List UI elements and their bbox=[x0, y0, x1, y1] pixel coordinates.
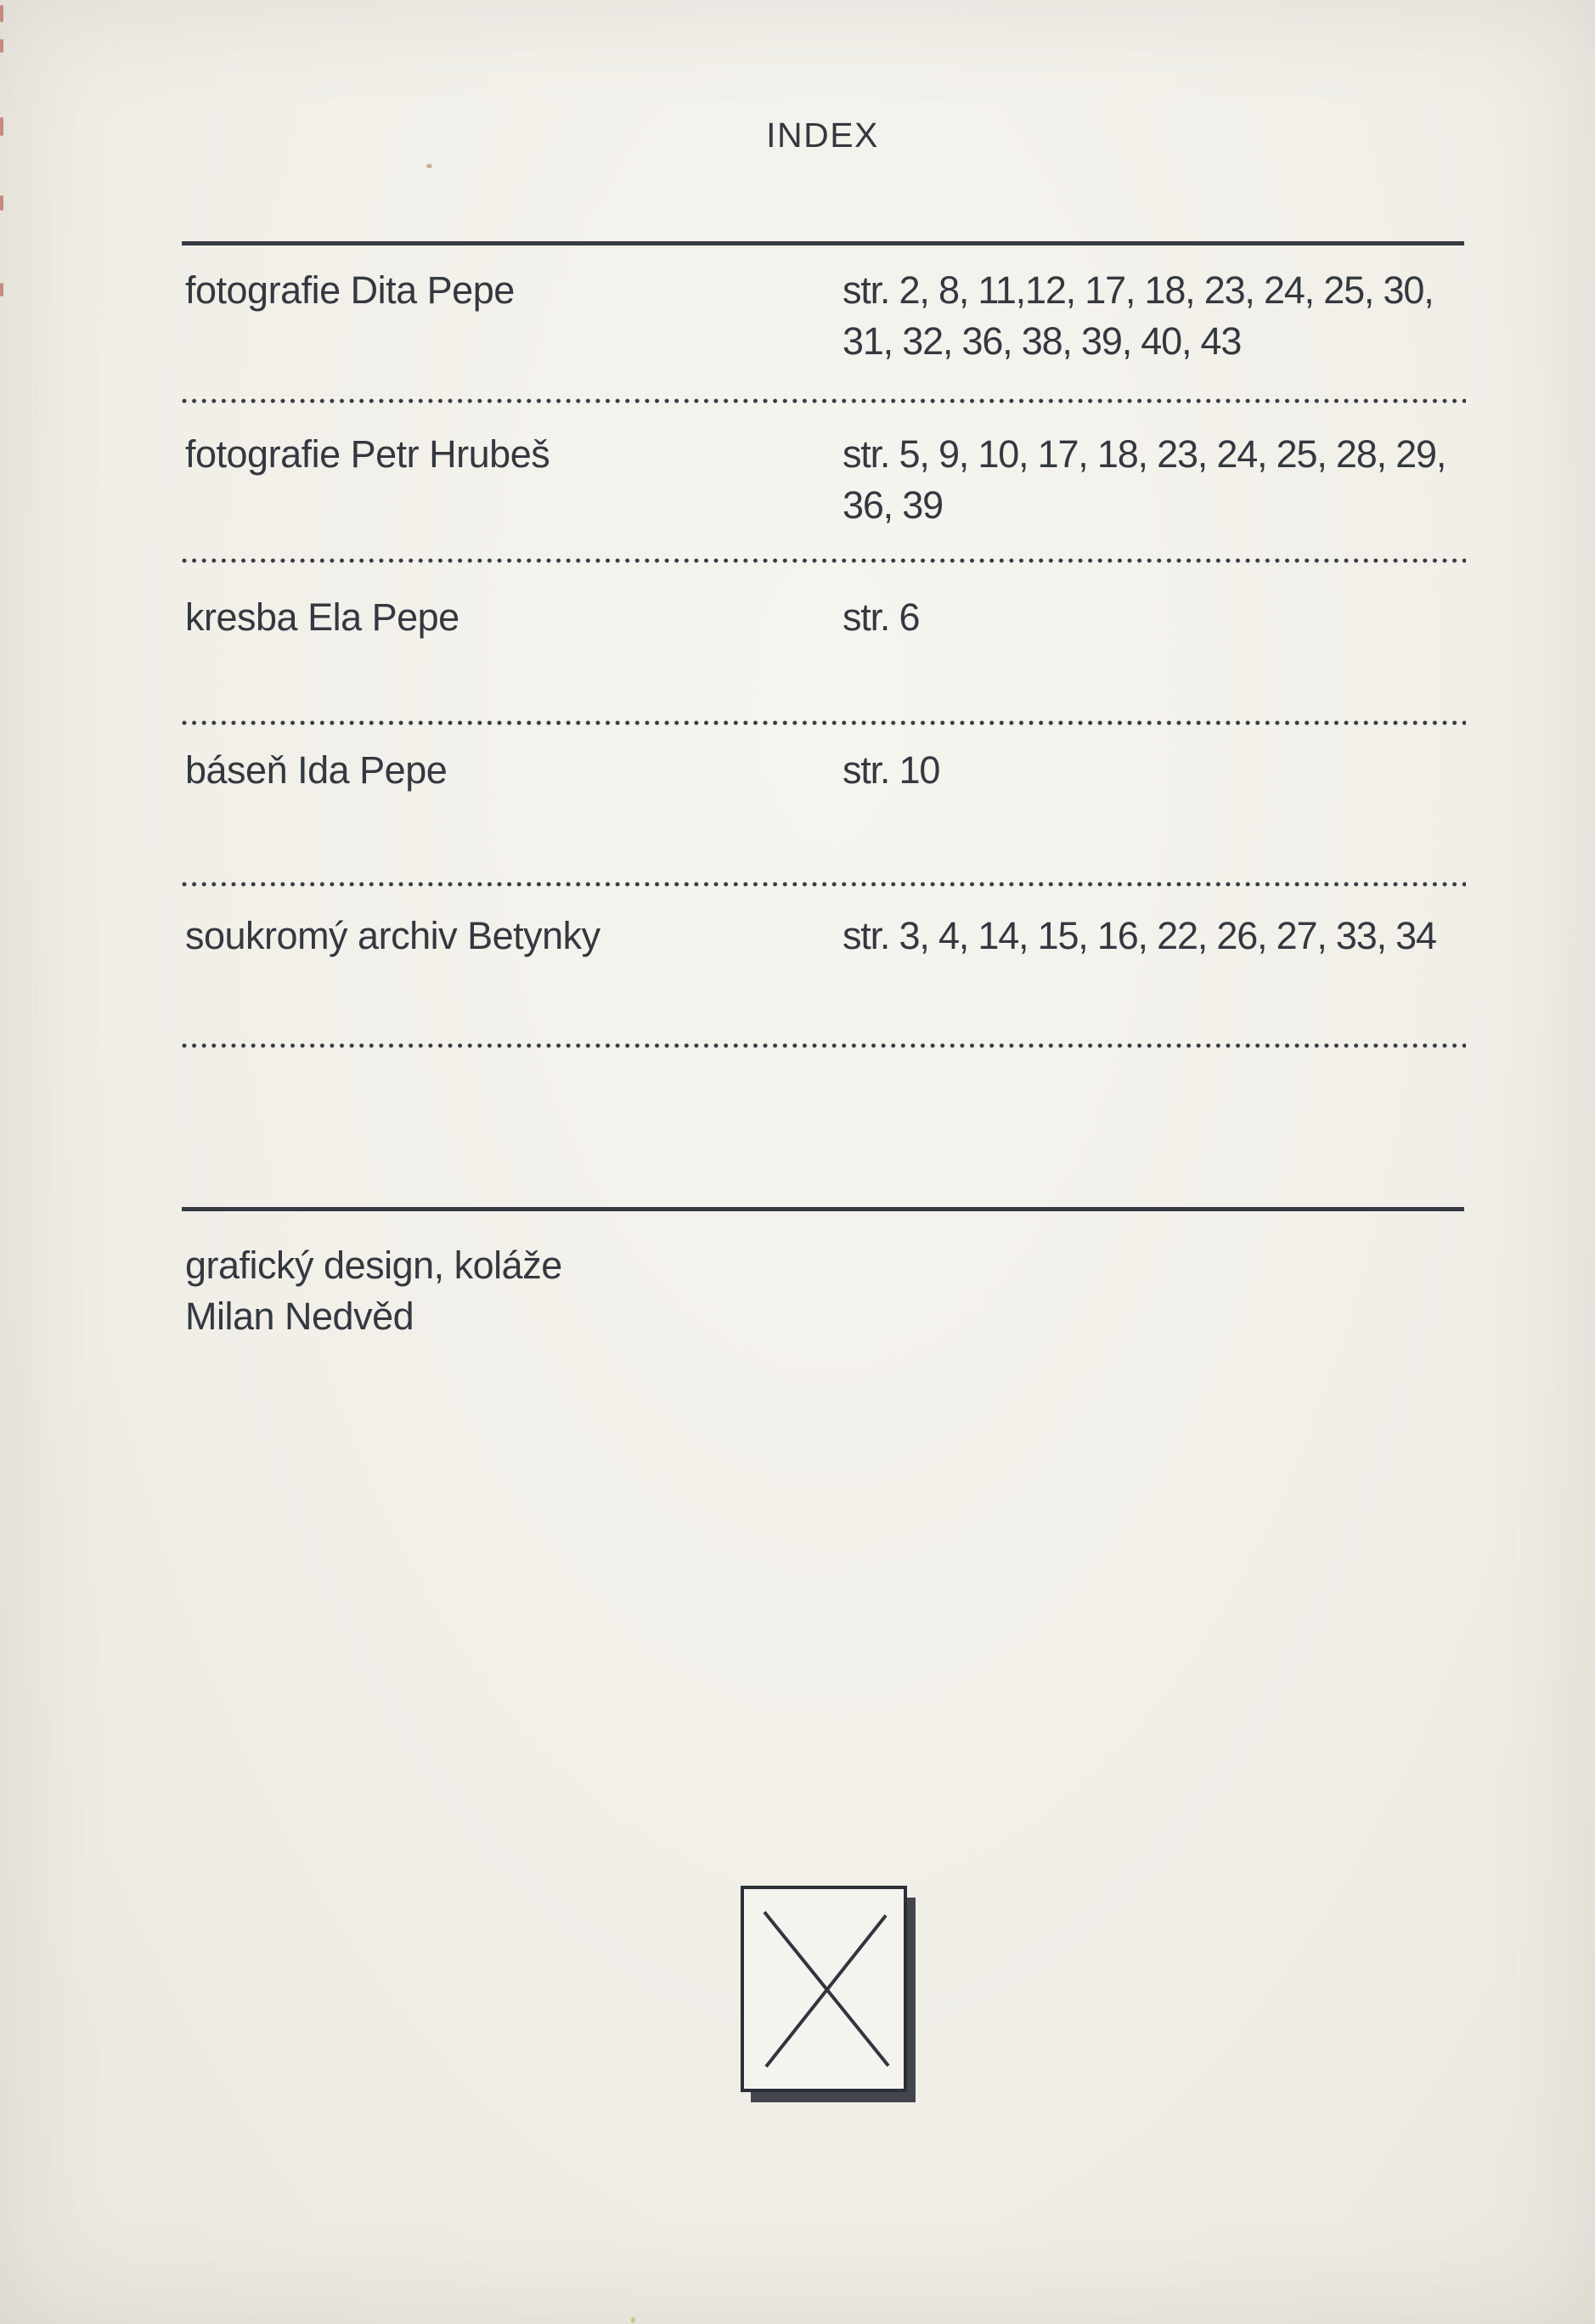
entry-label: kresba Ela Pepe bbox=[185, 595, 459, 639]
entry-pages bbox=[843, 429, 1464, 531]
entry-pages bbox=[843, 745, 1464, 796]
design-credit bbox=[185, 1240, 562, 1342]
entry-pages-line: str. 6 bbox=[843, 595, 920, 639]
dust-speck bbox=[426, 164, 432, 168]
entry-pages-line: str. 5, 9, 10, 17, 18, 23, 24, 25, 28, 29, bbox=[843, 432, 1446, 476]
scan-edge-artifact bbox=[0, 117, 3, 136]
page-title: INDEX bbox=[766, 116, 879, 155]
dotted-separator bbox=[182, 882, 1466, 887]
entry-pages-line: 36, 39 bbox=[843, 483, 943, 527]
entry-label: fotografie Petr Hrubeš bbox=[185, 432, 550, 476]
entry-pages bbox=[843, 911, 1464, 962]
entry-pages-line: 31, 32, 36, 38, 39, 40, 43 bbox=[843, 319, 1242, 363]
entry-pages-line: str. 10 bbox=[843, 748, 940, 792]
entry-pages-line: str. 3, 4, 14, 15, 16, 22, 26, 27, 33, 34 bbox=[843, 914, 1436, 957]
scan-edge-artifact bbox=[0, 195, 3, 211]
scan-edge-artifact bbox=[0, 39, 3, 53]
entry-label: báseň Ida Pepe bbox=[185, 748, 448, 792]
dotted-separator bbox=[182, 1043, 1466, 1048]
dotted-separator bbox=[182, 398, 1466, 403]
entry-label: fotografie Dita Pepe bbox=[185, 268, 515, 312]
design-credit-role: grafický design, koláže bbox=[185, 1244, 562, 1287]
dust-speck bbox=[631, 2317, 635, 2323]
entry-pages-line: str. 2, 8, 11,12, 17, 18, 23, 24, 25, 30, bbox=[843, 268, 1434, 312]
scan-edge-artifact bbox=[0, 283, 3, 296]
design-credit-name: Milan Nedvěd bbox=[185, 1295, 414, 1338]
horizontal-rule-bottom bbox=[182, 1207, 1464, 1211]
entry-label: soukromý archiv Betynky bbox=[185, 914, 600, 957]
dotted-separator bbox=[182, 558, 1466, 563]
crossed-box-icon bbox=[741, 1886, 907, 2092]
horizontal-rule-top bbox=[182, 241, 1464, 245]
entry-pages bbox=[843, 592, 1464, 643]
crossed-box-x-icon bbox=[744, 1889, 904, 2089]
dotted-separator bbox=[182, 720, 1466, 725]
entry-pages bbox=[843, 265, 1464, 367]
scan-edge-artifact bbox=[0, 5, 3, 22]
